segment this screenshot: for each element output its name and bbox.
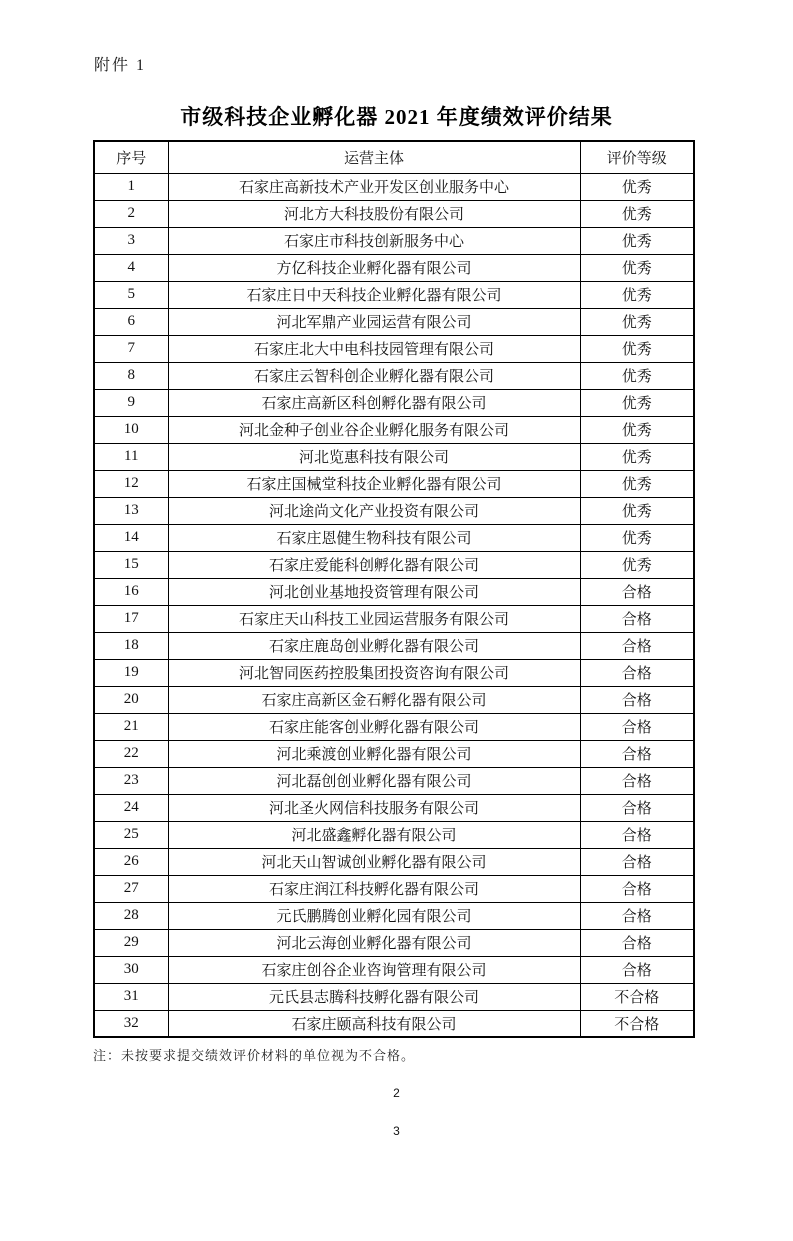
table-row bbox=[94, 416, 694, 443]
entity-cell: 石家庄恩健生物科技有限公司 bbox=[168, 524, 580, 551]
grade-cell: 优秀 bbox=[580, 524, 694, 551]
grade-cell: 合格 bbox=[580, 578, 694, 605]
row-number-cell: 16 bbox=[94, 578, 168, 605]
grade-cell: 合格 bbox=[580, 794, 694, 821]
document-page bbox=[0, 52, 793, 1241]
row-number-cell: 11 bbox=[94, 443, 168, 470]
entity-cell: 河北盛鑫孵化器有限公司 bbox=[168, 821, 580, 848]
grade-cell: 合格 bbox=[580, 848, 694, 875]
table-row bbox=[94, 956, 694, 983]
table-row bbox=[94, 227, 694, 254]
table-row bbox=[94, 632, 694, 659]
table-row bbox=[94, 578, 694, 605]
header-row bbox=[94, 141, 694, 173]
row-number-cell: 24 bbox=[94, 794, 168, 821]
entity-cell: 元氏县志腾科技孵化器有限公司 bbox=[168, 983, 580, 1010]
entity-cell: 河北智同医药控股集团投资咨询有限公司 bbox=[168, 659, 580, 686]
entity-cell: 河北乘渡创业孵化器有限公司 bbox=[168, 740, 580, 767]
entity-cell: 河北军鼎产业园运营有限公司 bbox=[168, 308, 580, 335]
row-number-cell: 25 bbox=[94, 821, 168, 848]
entity-cell: 河北方大科技股份有限公司 bbox=[168, 200, 580, 227]
table-row bbox=[94, 470, 694, 497]
table-row bbox=[94, 902, 694, 929]
table-row bbox=[94, 794, 694, 821]
row-number-cell: 27 bbox=[94, 875, 168, 902]
grade-cell: 优秀 bbox=[580, 254, 694, 281]
footnote: 注：未按要求提交绩效评价材料的单位视为不合格。 bbox=[93, 1048, 416, 1063]
grade-cell: 优秀 bbox=[580, 497, 694, 524]
table-row bbox=[94, 173, 694, 200]
table-row bbox=[94, 767, 694, 794]
entity-cell: 河北金种子创业谷企业孵化服务有限公司 bbox=[168, 416, 580, 443]
row-number-cell: 6 bbox=[94, 308, 168, 335]
table-row bbox=[94, 686, 694, 713]
row-number-cell: 26 bbox=[94, 848, 168, 875]
table-row bbox=[94, 524, 694, 551]
table-row bbox=[94, 848, 694, 875]
grade-cell: 优秀 bbox=[580, 470, 694, 497]
row-number-cell: 31 bbox=[94, 983, 168, 1010]
attachment-label: 附件 1 bbox=[94, 57, 147, 74]
table-row bbox=[94, 605, 694, 632]
grade-cell: 优秀 bbox=[580, 362, 694, 389]
entity-cell: 石家庄市科技创新服务中心 bbox=[168, 227, 580, 254]
table-row bbox=[94, 929, 694, 956]
entity-cell: 石家庄高新区科创孵化器有限公司 bbox=[168, 389, 580, 416]
table-row bbox=[94, 335, 694, 362]
grade-cell: 合格 bbox=[580, 956, 694, 983]
entity-cell: 河北云海创业孵化器有限公司 bbox=[168, 929, 580, 956]
row-number-cell: 1 bbox=[94, 173, 168, 200]
entity-cell: 石家庄创谷企业咨询管理有限公司 bbox=[168, 956, 580, 983]
table-header bbox=[94, 141, 694, 173]
table-row bbox=[94, 200, 694, 227]
grade-cell: 合格 bbox=[580, 902, 694, 929]
row-number-cell: 15 bbox=[94, 551, 168, 578]
entity-cell: 方亿科技企业孵化器有限公司 bbox=[168, 254, 580, 281]
row-number-cell: 9 bbox=[94, 389, 168, 416]
row-number-cell: 3 bbox=[94, 227, 168, 254]
grade-cell: 合格 bbox=[580, 605, 694, 632]
table-row bbox=[94, 389, 694, 416]
header-cell-grade: 评价等级 bbox=[580, 141, 694, 173]
page-title: 市级科技企业孵化器 2021 年度绩效评价结果 bbox=[180, 105, 613, 129]
grade-cell: 合格 bbox=[580, 929, 694, 956]
table-row bbox=[94, 497, 694, 524]
table-row bbox=[94, 443, 694, 470]
row-number-cell: 10 bbox=[94, 416, 168, 443]
table-body bbox=[94, 173, 694, 1037]
grade-cell: 合格 bbox=[580, 713, 694, 740]
grade-cell: 优秀 bbox=[580, 389, 694, 416]
table-row bbox=[94, 740, 694, 767]
grade-cell: 合格 bbox=[580, 740, 694, 767]
entity-cell: 石家庄爱能科创孵化器有限公司 bbox=[168, 551, 580, 578]
row-number-cell: 22 bbox=[94, 740, 168, 767]
grade-cell: 优秀 bbox=[580, 335, 694, 362]
table-row bbox=[94, 821, 694, 848]
header-cell-entity: 运营主体 bbox=[168, 141, 580, 173]
entity-cell: 石家庄高新技术产业开发区创业服务中心 bbox=[168, 173, 580, 200]
grade-cell: 优秀 bbox=[580, 308, 694, 335]
row-number-cell: 5 bbox=[94, 281, 168, 308]
entity-cell: 石家庄天山科技工业园运营服务有限公司 bbox=[168, 605, 580, 632]
grade-cell: 优秀 bbox=[580, 551, 694, 578]
row-number-cell: 18 bbox=[94, 632, 168, 659]
row-number-cell: 7 bbox=[94, 335, 168, 362]
row-number-cell: 19 bbox=[94, 659, 168, 686]
entity-cell: 河北途尚文化产业投资有限公司 bbox=[168, 497, 580, 524]
entity-cell: 石家庄云智科创企业孵化器有限公司 bbox=[168, 362, 580, 389]
grade-cell: 合格 bbox=[580, 875, 694, 902]
row-number-cell: 28 bbox=[94, 902, 168, 929]
grade-cell: 优秀 bbox=[580, 227, 694, 254]
table-row bbox=[94, 362, 694, 389]
grade-cell: 优秀 bbox=[580, 281, 694, 308]
row-number-cell: 8 bbox=[94, 362, 168, 389]
row-number-cell: 23 bbox=[94, 767, 168, 794]
row-number-cell: 13 bbox=[94, 497, 168, 524]
entity-cell: 河北创业基地投资管理有限公司 bbox=[168, 578, 580, 605]
table-row bbox=[94, 713, 694, 740]
grade-cell: 优秀 bbox=[580, 200, 694, 227]
entity-cell: 河北天山智诚创业孵化器有限公司 bbox=[168, 848, 580, 875]
row-number-cell: 30 bbox=[94, 956, 168, 983]
entity-cell: 河北磊创创业孵化器有限公司 bbox=[168, 767, 580, 794]
entity-cell: 石家庄能客创业孵化器有限公司 bbox=[168, 713, 580, 740]
entity-cell: 石家庄高新区金石孵化器有限公司 bbox=[168, 686, 580, 713]
table-row bbox=[94, 659, 694, 686]
entity-cell: 石家庄国械堂科技企业孵化器有限公司 bbox=[168, 470, 580, 497]
table-row bbox=[94, 1010, 694, 1037]
table-row bbox=[94, 983, 694, 1010]
row-number-cell: 21 bbox=[94, 713, 168, 740]
grade-cell: 不合格 bbox=[580, 1010, 694, 1037]
entity-cell: 石家庄日中天科技企业孵化器有限公司 bbox=[168, 281, 580, 308]
table-row bbox=[94, 551, 694, 578]
row-number-cell: 17 bbox=[94, 605, 168, 632]
grade-cell: 合格 bbox=[580, 632, 694, 659]
table-row bbox=[94, 875, 694, 902]
entity-cell: 石家庄北大中电科技园管理有限公司 bbox=[168, 335, 580, 362]
grade-cell: 合格 bbox=[580, 821, 694, 848]
table-row bbox=[94, 308, 694, 335]
grade-cell: 合格 bbox=[580, 767, 694, 794]
entity-cell: 河北圣火网信科技服务有限公司 bbox=[168, 794, 580, 821]
row-number-cell: 14 bbox=[94, 524, 168, 551]
grade-cell: 优秀 bbox=[580, 443, 694, 470]
table-row bbox=[94, 254, 694, 281]
table-row bbox=[94, 281, 694, 308]
row-number-cell: 32 bbox=[94, 1010, 168, 1037]
entity-cell: 石家庄润江科技孵化器有限公司 bbox=[168, 875, 580, 902]
row-number-cell: 2 bbox=[94, 200, 168, 227]
row-number-cell: 29 bbox=[94, 929, 168, 956]
grade-cell: 优秀 bbox=[580, 416, 694, 443]
entity-cell: 石家庄鹿岛创业孵化器有限公司 bbox=[168, 632, 580, 659]
grade-cell: 优秀 bbox=[580, 173, 694, 200]
header-cell-no: 序号 bbox=[94, 141, 168, 173]
row-number-cell: 12 bbox=[94, 470, 168, 497]
grade-cell: 不合格 bbox=[580, 983, 694, 1010]
entity-cell: 元氏鹏腾创业孵化园有限公司 bbox=[168, 902, 580, 929]
grade-cell: 合格 bbox=[580, 659, 694, 686]
entity-cell: 河北览惠科技有限公司 bbox=[168, 443, 580, 470]
page-number-next: 3 bbox=[393, 1124, 400, 1138]
evaluation-results-table bbox=[93, 140, 695, 1038]
entity-cell: 石家庄颐高科技有限公司 bbox=[168, 1010, 580, 1037]
page-number-current: 2 bbox=[393, 1086, 400, 1100]
row-number-cell: 4 bbox=[94, 254, 168, 281]
row-number-cell: 20 bbox=[94, 686, 168, 713]
grade-cell: 合格 bbox=[580, 686, 694, 713]
